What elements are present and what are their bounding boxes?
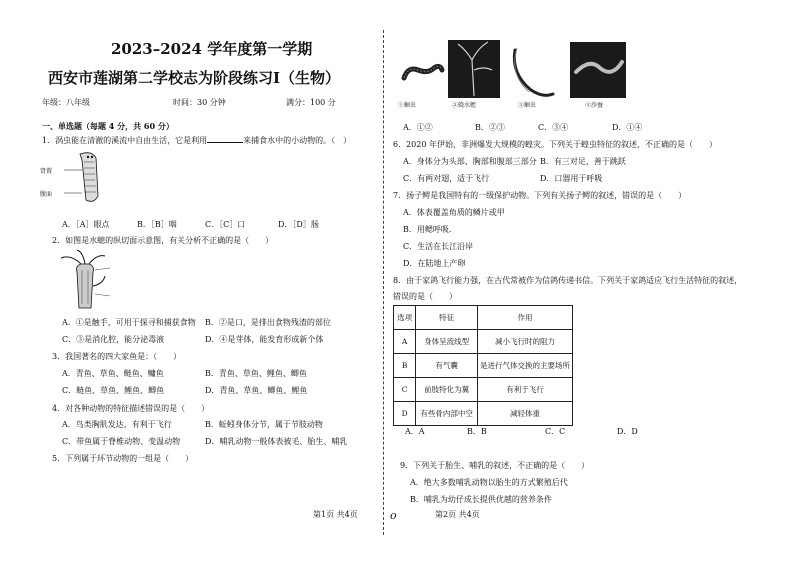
q8-stem-line1: 8．由于家鸽飞行能力强，在古代常被作为信鸽传递书信。下列关于家鸽适应飞行生活特征的叙述， (393, 276, 743, 285)
q8-option-d: D．D (617, 427, 638, 436)
q5-image-2-photo (448, 40, 500, 98)
table-cell-function: 减轻体重 (478, 402, 573, 426)
q1-stem-a: 1．涡虫能在清澈的溪流中自由生活，它是利用 (42, 136, 208, 145)
scan-mark: o (390, 509, 397, 522)
q2-option-b: B．②是口，是排出食物残渣的部位 (205, 318, 331, 327)
q7-option-b: B．用鳃呼吸． (403, 225, 457, 234)
q5-image-1-worm (400, 60, 445, 90)
q4-option-b: B．蚯蚓身体分节，属于节肢动物 (205, 420, 323, 429)
left-page-footer: 第1页 共4页 (313, 510, 358, 519)
q5-image-4-label: ④沙蚕 (585, 102, 604, 109)
q5-image-2-label: ②蛲水蛭 (452, 102, 477, 109)
section-heading: 一、单选题（每题 4 分，共 60 分） (42, 121, 174, 131)
meta-score: 满分：100 分 (286, 98, 336, 107)
q3-stem: 3．我国著名的四大家鱼是：（ ） (52, 352, 182, 361)
q5-option-b: B．②③ (475, 123, 505, 132)
page-title-exam: 西安市莲湖第二学校志为阶段练习Ⅰ（生物） (48, 69, 341, 87)
table-cell-function: 减小飞行时的阻力 (478, 330, 573, 354)
q4-option-a: A．鸟类胸肌发达，有利于飞行 (62, 420, 172, 429)
q3-option-c: C．鲢鱼、草鱼、鲤鱼、鲫鱼 (62, 386, 165, 395)
q8-option-a: A．A (405, 427, 425, 436)
q8-stem-line2: 错误的是（ ） (393, 292, 457, 301)
table-header-row (394, 306, 573, 330)
table-row (394, 402, 573, 426)
table-cell-feature: 身体呈流线型 (416, 330, 478, 354)
q6-option-a: A．身体分为头部、胸部和腹部三部分 (403, 157, 537, 166)
table-cell-function: 是进行气体交换的主要场所 (478, 354, 573, 378)
q1-label-top: 肾置 (40, 168, 53, 175)
q6-stem: 6．2020 年伊始，非洲爆发大规模的蝗灾。下列关于蝗虫特征的叙述，不正确的是（ ） (393, 140, 717, 149)
q9-option-b: B．哺乳为幼仔成长提供优越的营养条件 (410, 495, 552, 504)
q3-option-b: B．青鱼、草鱼、鲤鱼、鲫鱼 (205, 369, 307, 378)
meta-grade: 年级：八年级 (42, 98, 90, 107)
q5-image-1-label: ①蛔虫 (398, 102, 417, 109)
q4-option-c: C．带鱼属于脊椎动物、变温动物 (62, 437, 181, 446)
table-cell-option: A (394, 330, 416, 354)
q2-option-a: A．①是触手，可用于探寻和捕获食物 (62, 318, 196, 327)
q5-image-3-label: ③蛔虫 (518, 102, 537, 109)
q5-stem: 5．下列属于环节动物的一组是（ ） (52, 454, 194, 463)
q1-option-d: D．［D］肠 (278, 220, 319, 229)
q5-image-3-worm (505, 44, 560, 100)
table-cell-option: B (394, 354, 416, 378)
table-header-option: 选项 (394, 306, 416, 330)
q7-option-a: A．体表覆盖角质的鳞片或甲 (403, 208, 505, 217)
q6-option-b: B．有三对足，善于跳跃 (540, 157, 626, 166)
table-cell-option: C (394, 378, 416, 402)
q5-image-4-photo (570, 42, 626, 98)
q5-option-a: A．①② (403, 123, 433, 132)
q8-option-b: B．B (467, 427, 487, 436)
q1-label-bottom: 腹面 (40, 191, 53, 198)
q1-option-a: A．［A］眼点 (62, 220, 110, 229)
table-cell-function: 有利于飞行 (478, 378, 573, 402)
q1-blank (207, 135, 243, 143)
q2-hydra-figure (55, 250, 115, 312)
q2-option-c: C．③是消化腔，能分泌毒液 (62, 335, 165, 344)
q1-flatworm-figure (50, 148, 120, 206)
q9-stem: 9．下列关于胎生、哺乳的叙述，不正确的是（ ） (400, 461, 590, 470)
q8-option-c: C．C (545, 427, 566, 436)
q6-option-c: C．有两对翅，适于飞行 (403, 174, 490, 183)
q1-stem (42, 135, 351, 146)
page-divider (383, 30, 384, 535)
q8-table (393, 305, 573, 426)
q6-option-d: D．口器用于呼吸 (540, 174, 603, 183)
table-cell-feature: 前肢特化为翼 (416, 378, 478, 402)
q4-option-d: D．哺乳动物一般体表被毛、胎生、哺乳 (205, 437, 348, 446)
q4-stem: 4．对各种动物的特征描述错误的是（ ） (52, 404, 210, 413)
table-cell-feature: 有些骨内部中空 (416, 402, 478, 426)
q3-option-a: A．青鱼、草鱼、鲢鱼、鳙鱼 (62, 369, 164, 378)
right-page-footer: 第2页 共4页 (435, 510, 480, 519)
table-header-function: 作用 (478, 306, 573, 330)
q3-option-d: D．青鱼、草鱼、鲫鱼、鲤鱼 (205, 386, 308, 395)
table-row (394, 330, 573, 354)
page-title-year: 2023–2024 学年度第一学期 (111, 40, 313, 58)
q1-stem-b: 来捕食水中的小动物的。（ ） (243, 136, 352, 145)
q5-option-d: D．①④ (612, 123, 643, 132)
q5-option-c: C．③④ (538, 123, 569, 132)
q1-option-c: C．［C］口 (205, 220, 246, 229)
table-cell-option: D (394, 402, 416, 426)
q1-option-b: B．［B］咽 (137, 220, 177, 229)
table-header-feature: 特征 (416, 306, 478, 330)
q9-option-a: A．绝大多数哺乳动物以胎生的方式繁殖后代 (410, 478, 568, 487)
q7-option-d: D．在陆地上产卵 (403, 259, 466, 268)
meta-time: 时间：30 分钟 (173, 98, 226, 107)
table-row (394, 354, 573, 378)
table-cell-feature: 有气囊 (416, 354, 478, 378)
q2-option-d: D．④是芽体，能发育形成新个体 (205, 335, 324, 344)
q7-stem: 7．扬子鳄是我国特有的一级保护动物。下列有关扬子鳄的叙述，错误的是（ ） (393, 191, 687, 200)
q7-option-c: C．生活在长江沿岸 (403, 242, 474, 251)
table-row (394, 378, 573, 402)
q2-stem: 2．如图是水螅的纵切面示意图，有关分析不正确的是（ ） (52, 236, 274, 245)
